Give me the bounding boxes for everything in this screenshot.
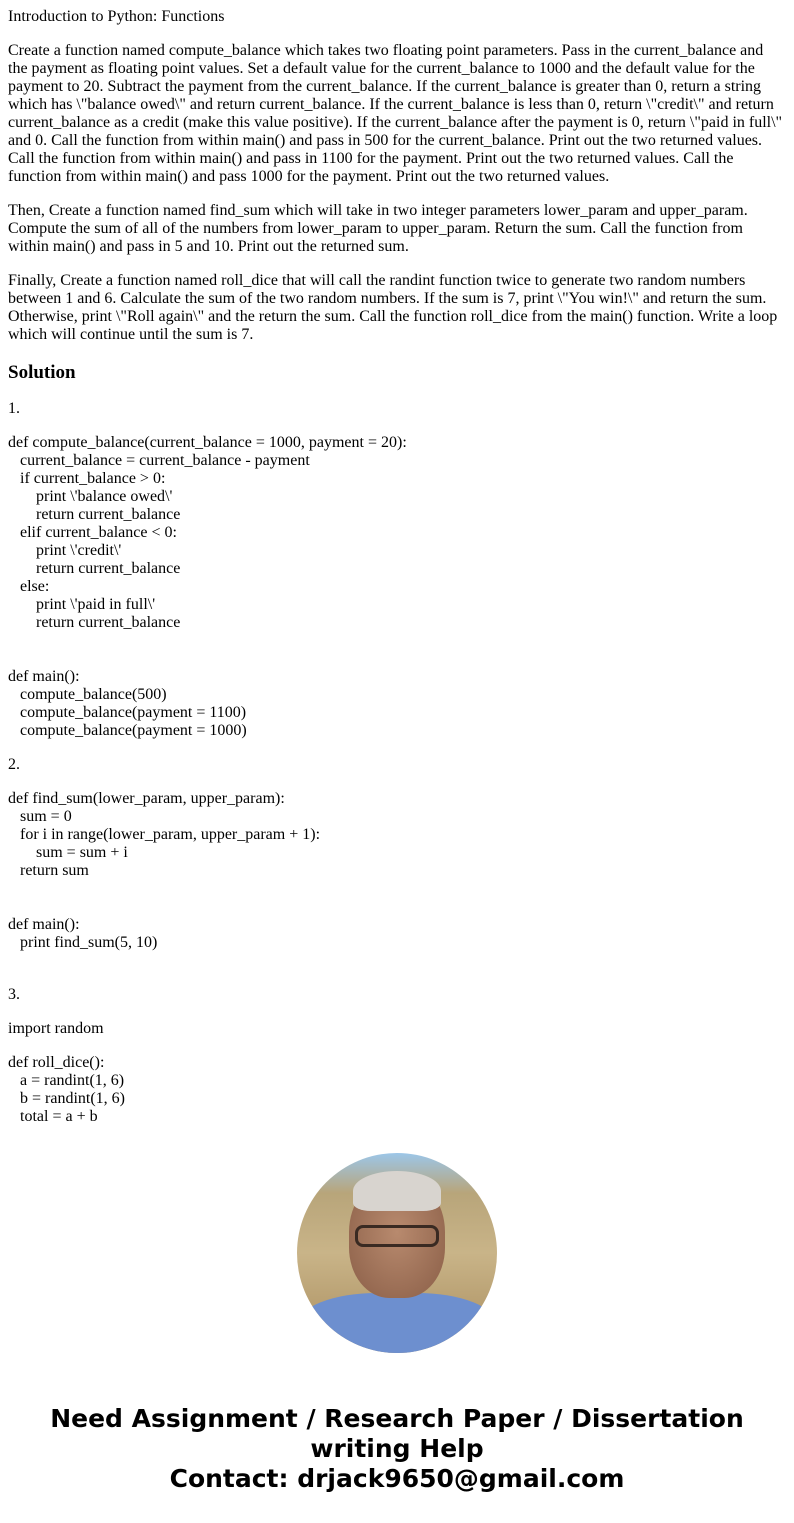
code-line: def find_sum(lower_param, upper_param):: [8, 790, 285, 807]
code-line: def compute_balance(current_balance = 1000, payment = 20):: [8, 434, 407, 451]
code-line: for i in range(lower_param, upper_param + 1):: [20, 826, 321, 843]
code-line: [8, 898, 786, 916]
code-line: return current_balance: [36, 560, 181, 577]
code-line: return current_balance: [36, 506, 181, 523]
section-number: 1.: [8, 400, 20, 417]
author-photo: [297, 1153, 497, 1353]
code-line: def main():: [8, 668, 80, 685]
solution-heading: Solution: [8, 362, 76, 383]
code-line: sum = 0: [20, 808, 72, 825]
code-line: def main():: [8, 916, 80, 933]
page-title: Introduction to Python: Functions: [8, 8, 225, 25]
code-line: import random: [8, 1020, 104, 1037]
code-line: total = a + b: [20, 1108, 98, 1125]
code-line: [8, 650, 786, 668]
question-paragraph-2: Then, Create a function named find_sum which will take in two integer parameters lower_param and upper_param. Compute the sum of all of the numbers from lower_param to upper_param. Return the sum. Call the function from within main() and pass in 5 and 10. Print out the returned sum.: [8, 202, 748, 255]
section-number: 3.: [8, 986, 20, 1003]
code-line: [8, 952, 786, 970]
contact-banner: [0, 1404, 794, 1494]
code-line: a = randint(1, 6): [20, 1072, 125, 1089]
code-line: else:: [20, 578, 50, 595]
code-line: if current_balance > 0:: [20, 470, 166, 487]
code-line: print \'credit\': [36, 542, 122, 559]
banner-line-2: writing Help: [310, 1434, 484, 1463]
contact-email: Contact: drjack9650@gmail.com: [169, 1464, 625, 1493]
section-number: 2.: [8, 756, 20, 773]
code-line: compute_balance(payment = 1100): [20, 704, 247, 721]
code-line: elif current_balance < 0:: [20, 524, 177, 541]
code-line: return sum: [20, 862, 89, 879]
banner-line-1: Need Assignment / Research Paper / Dissertation: [50, 1404, 744, 1433]
code-block: [8, 1020, 786, 1038]
code-line: return current_balance: [36, 614, 181, 631]
code-block: [8, 790, 786, 970]
code-line: [8, 880, 786, 898]
code-line: compute_balance(500): [20, 686, 167, 703]
code-line: print \'balance owed\': [36, 488, 173, 505]
code-line: b = randint(1, 6): [20, 1090, 125, 1107]
code-line: current_balance = current_balance - payment: [20, 452, 310, 469]
code-line: sum = sum + i: [36, 844, 128, 861]
question-paragraph-1: Create a function named compute_balance which takes two floating point parameters. Pass in the current_balance and the payment as floating point values. Set a default value for the current_balance to 1000 and the default value for the payment to 20. Subtract the payment from the current_balance. If the current_balance is greater than 0, return a string which has \"balance owed\" and return current_balance. If the current_balance is less than 0, return \"credit\" and return current_balance as a credit (make this value positive). If the current_balance after the payment is 0, return \"paid in full\" and 0. Call the function from within main() and pass in 500 for the current_balance. Print out the two returned values. Call the function from within main() and pass in 1100 for the payment. Print out the two returned values. Call the function from within main() and pass 1000 for the payment. Print out the two returned values.: [8, 42, 783, 185]
code-line: compute_balance(payment = 1000): [20, 722, 247, 739]
code-line: [8, 632, 786, 650]
question-paragraph-3: Finally, Create a function named roll_dice that will call the randint function twice to generate two random numbers between 1 and 6. Calculate the sum of the two random numbers. If the sum is 7, print \"You win!\" and return the sum. Otherwise, print \"Roll again\" and the return the sum. Call the function roll_dice from the main() function. Write a loop which will continue until the sum is 7.: [8, 272, 778, 343]
solution-sections: [8, 400, 786, 1126]
code-line: print \'paid in full\': [36, 596, 156, 613]
code-line: def roll_dice():: [8, 1054, 105, 1071]
code-line: print find_sum(5, 10): [20, 934, 158, 951]
code-block: [8, 1054, 786, 1126]
code-block: [8, 434, 786, 740]
